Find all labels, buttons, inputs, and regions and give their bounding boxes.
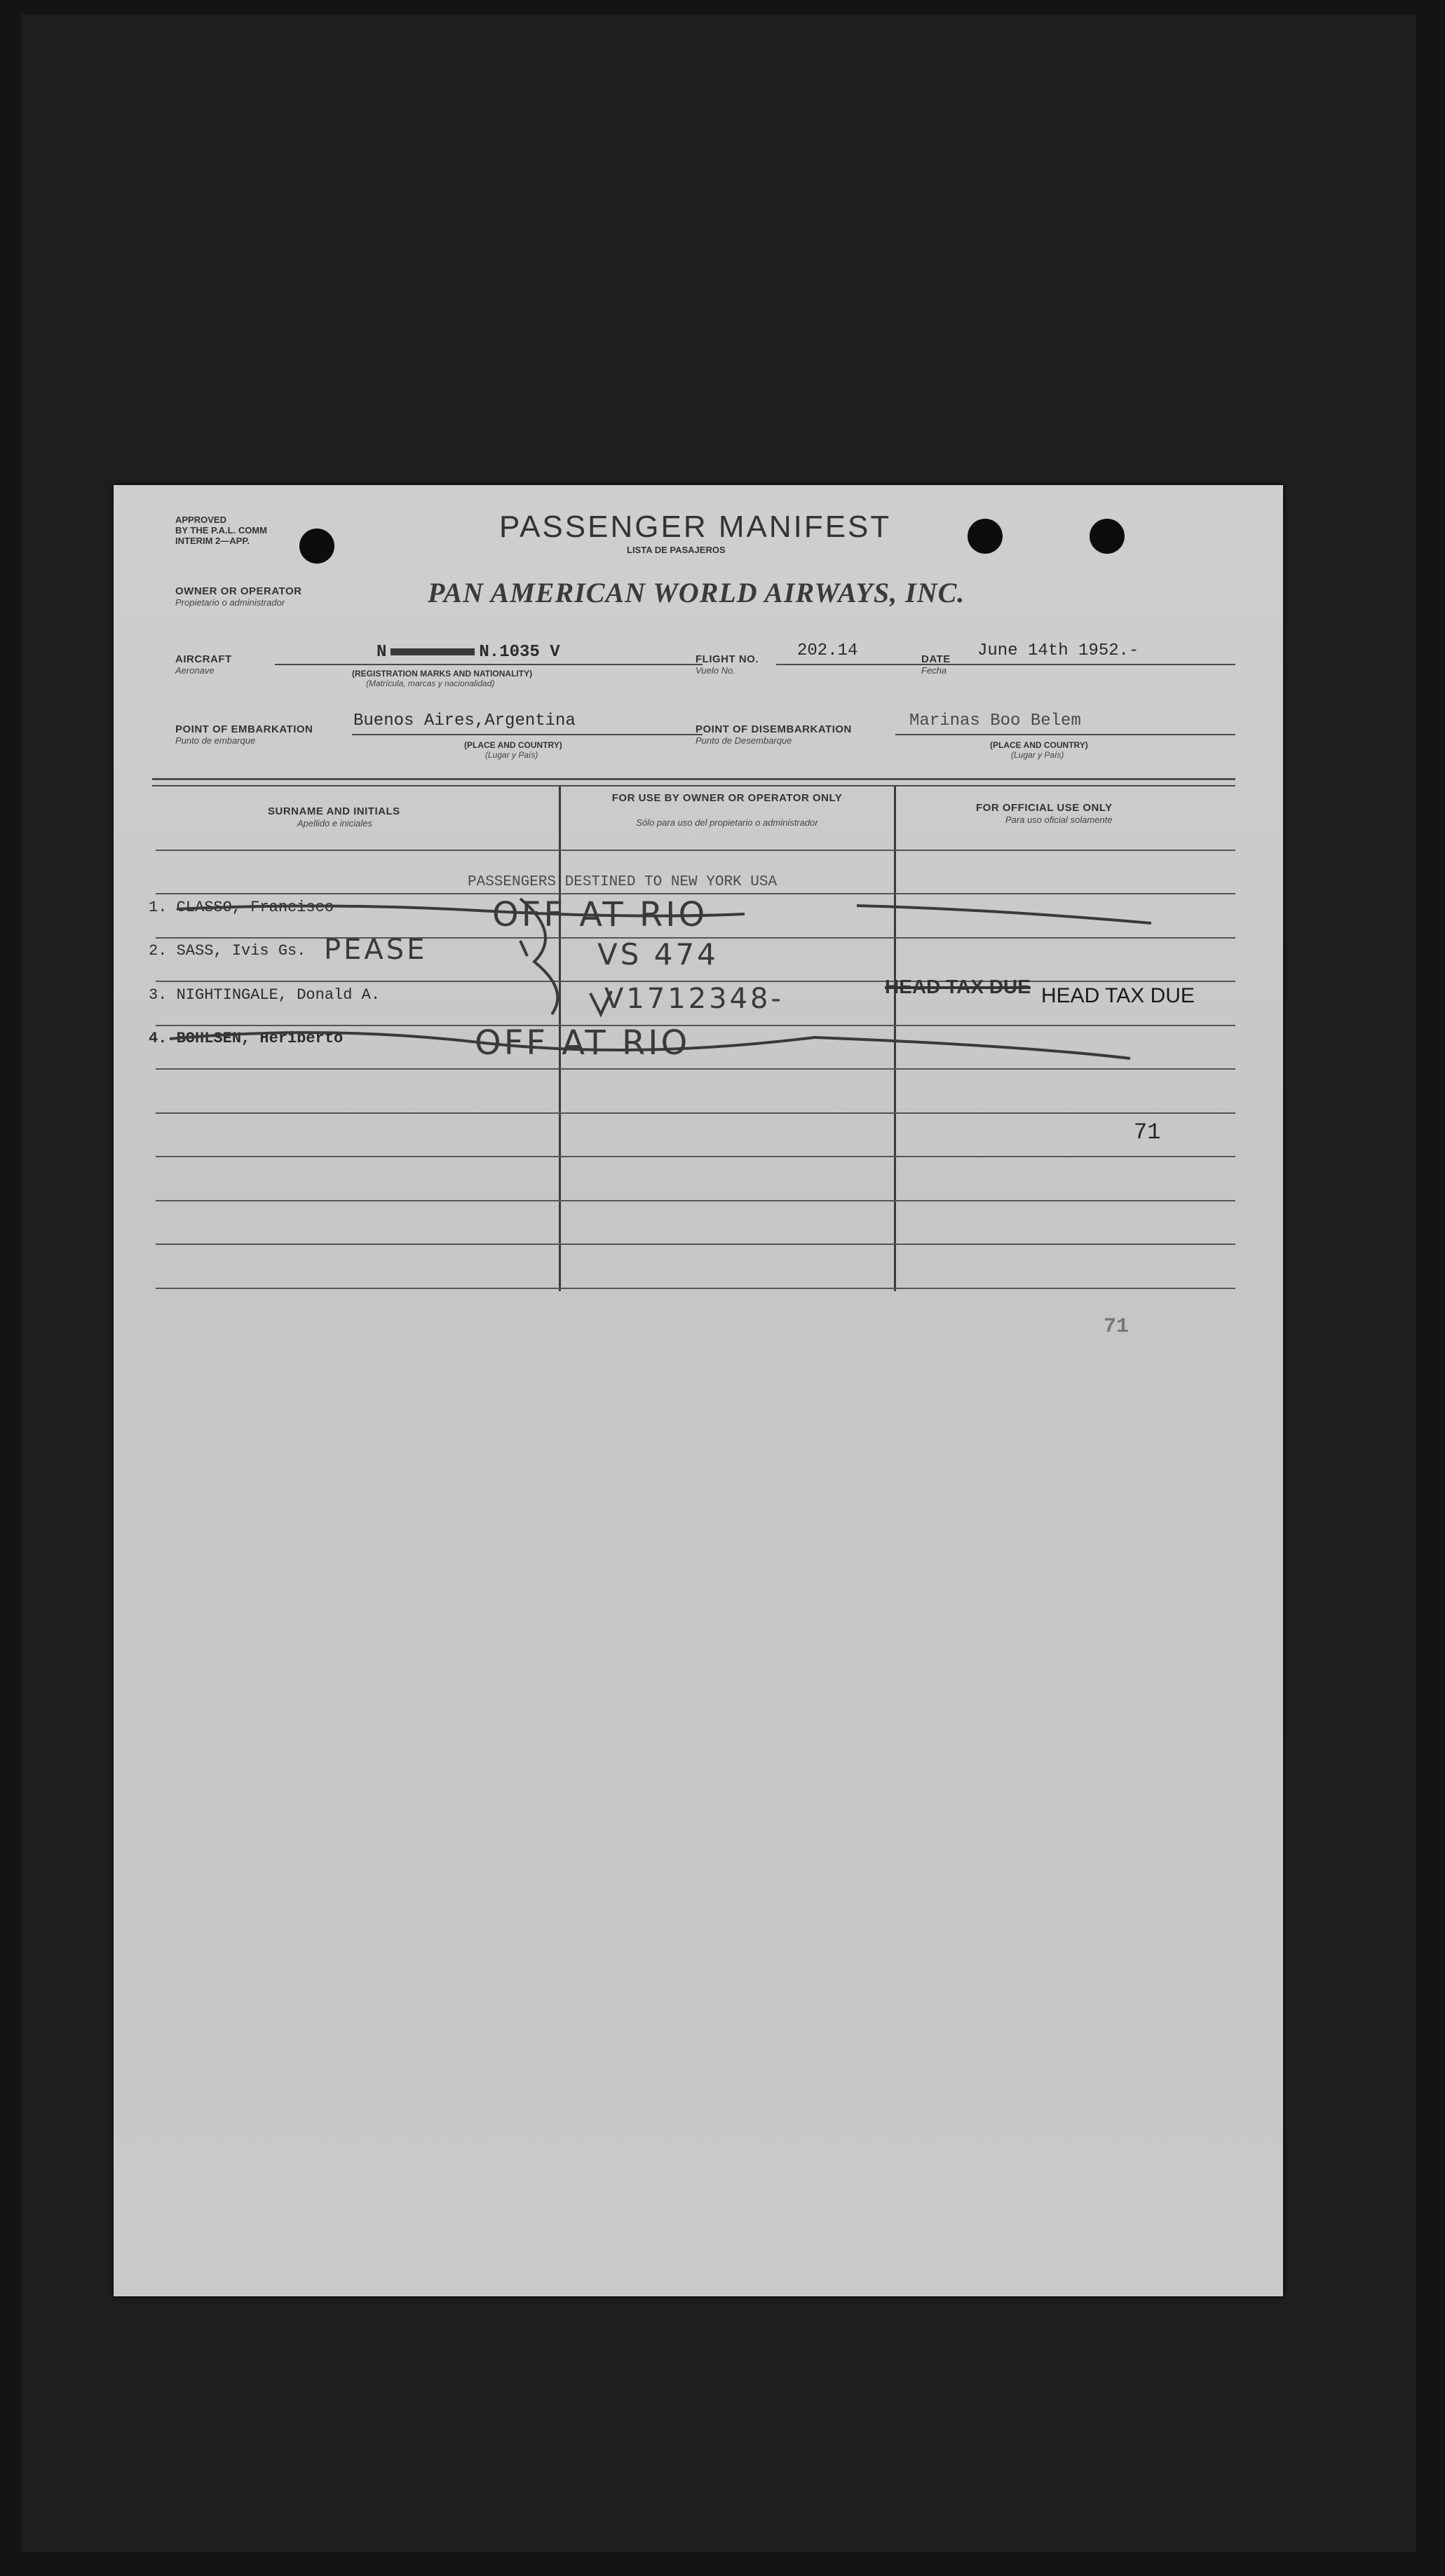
aircraft-label-es: Aeronave: [175, 665, 215, 676]
date-label: DATE: [921, 653, 951, 665]
embarkation-label: POINT OF EMBARKATION: [175, 723, 313, 735]
row-line-3: [156, 981, 1235, 982]
row4-name: 4. BOHLSEN, Heriberto: [149, 1030, 344, 1047]
owner-label: OWNER OR OPERATOR: [175, 585, 302, 597]
aircraft-underline: [275, 664, 703, 665]
row-line-7: [156, 1156, 1235, 1157]
embarkation-underline: [352, 734, 703, 735]
page-number: 71: [1134, 1119, 1161, 1145]
col-header-operator: FOR USE BY OWNER OR OPERATOR ONLY: [611, 792, 843, 804]
row4-offloaded: OFF AT RIO: [475, 1023, 691, 1063]
punch-hole-left: [299, 529, 334, 564]
row-line-0: [156, 850, 1235, 851]
approved-line-2: BY THE P.A.L. COMM: [175, 525, 267, 536]
table-top-line: [152, 778, 1235, 780]
row-line-1: [156, 893, 1235, 894]
aircraft-label: AIRCRAFT: [175, 653, 232, 665]
aircraft-caption-es: (Matrícula, marcas y nacionalidad): [366, 679, 495, 688]
disembarkation-underline: [895, 734, 1235, 735]
row2-handwritten-name: PEASE: [324, 934, 428, 966]
row-line-10: [156, 1288, 1235, 1289]
aircraft-struck: [391, 648, 475, 655]
embarkation-value: Buenos Aires,Argentina: [353, 711, 576, 730]
owner-label-es: Propietario o administrador: [175, 597, 285, 608]
col-header-surname-es: Apellido e iniciales: [297, 818, 372, 829]
manifest-page: [114, 485, 1283, 2296]
passengers-destined-note: PASSENGERS DESTINED TO NEW YORK USA: [468, 874, 778, 890]
row1-offloaded: OFF AT RIO: [492, 895, 708, 934]
embarkation-label-es: Punto de embarque: [175, 735, 256, 746]
punch-hole-right: [1090, 519, 1125, 554]
row2-visa: VS 474: [597, 937, 719, 972]
col-header-official: FOR OFFICIAL USE ONLY: [976, 802, 1113, 814]
page-title: PASSENGER MANIFEST: [499, 510, 892, 544]
date-value: June 14th 1952.-: [977, 641, 1139, 660]
flight-label: FLIGHT NO.: [696, 653, 759, 665]
aircraft-registration: N.1035 V: [479, 643, 560, 662]
row-line-8: [156, 1200, 1235, 1201]
disembarkation-value: Marinas Boo Belem: [909, 711, 1081, 730]
row-line-4: [156, 1025, 1235, 1026]
table-col-divider-2: [894, 786, 896, 1291]
disembarkation-caption-es: (Lugar y País): [1011, 750, 1064, 760]
row3-struck-tax: HEAD TAX DUE: [885, 976, 1031, 997]
date-label-es: Fecha: [921, 665, 947, 676]
disembarkation-caption: (PLACE AND COUNTRY): [990, 740, 1088, 750]
row-line-9: [156, 1243, 1235, 1245]
disembarkation-label-es: Punto de Desembarque: [696, 735, 792, 746]
disembarkation-label: POINT OF DISEMBARKATION: [696, 723, 852, 735]
row3-visa: V1712348-: [604, 983, 784, 1015]
pen-mark-row2: [520, 941, 527, 956]
punch-hole-center: [968, 519, 1003, 554]
table-top-line-2: [152, 785, 1235, 786]
date-underline: [955, 664, 1235, 665]
embarkation-caption-es: (Lugar y País): [485, 750, 538, 760]
aircraft-caption: (REGISTRATION MARKS AND NATIONALITY): [352, 669, 533, 679]
flight-label-es: Vuelo No.: [696, 665, 735, 676]
owner-value: PAN AMERICAN WORLD AIRWAYS, INC.: [428, 577, 965, 608]
col-header-surname: SURNAME AND INITIALS: [268, 805, 400, 817]
row3-head-tax: HEAD TAX DUE: [1041, 984, 1195, 1007]
aircraft-prefix: N: [376, 643, 387, 662]
embarkation-caption: (PLACE AND COUNTRY): [464, 740, 562, 750]
col-header-official-es: Para uso oficial solamente: [1005, 815, 1113, 825]
flight-value: 202.14: [797, 641, 858, 660]
col-header-operator-es: Sólo para uso del propietario o administrador: [636, 817, 818, 828]
row1-name: 1. CLASSO, Francisco: [149, 899, 334, 916]
row-line-6: [156, 1112, 1235, 1114]
pen-stroke-row1-tail: [857, 906, 1151, 923]
row3-name: 3. NIGHTINGALE, Donald A.: [149, 986, 381, 1004]
page-number-stamp: 71: [1104, 1315, 1129, 1339]
row-line-5: [156, 1068, 1235, 1070]
approved-line-1: APPROVED: [175, 514, 226, 525]
page-subtitle: LISTA DE PASAJEROS: [627, 545, 726, 555]
aircraft-value: [376, 643, 560, 662]
row2-name: 2. SASS, Ivis Gs.: [149, 942, 306, 960]
approved-line-3: INTERIM 2—APP.: [175, 536, 250, 546]
